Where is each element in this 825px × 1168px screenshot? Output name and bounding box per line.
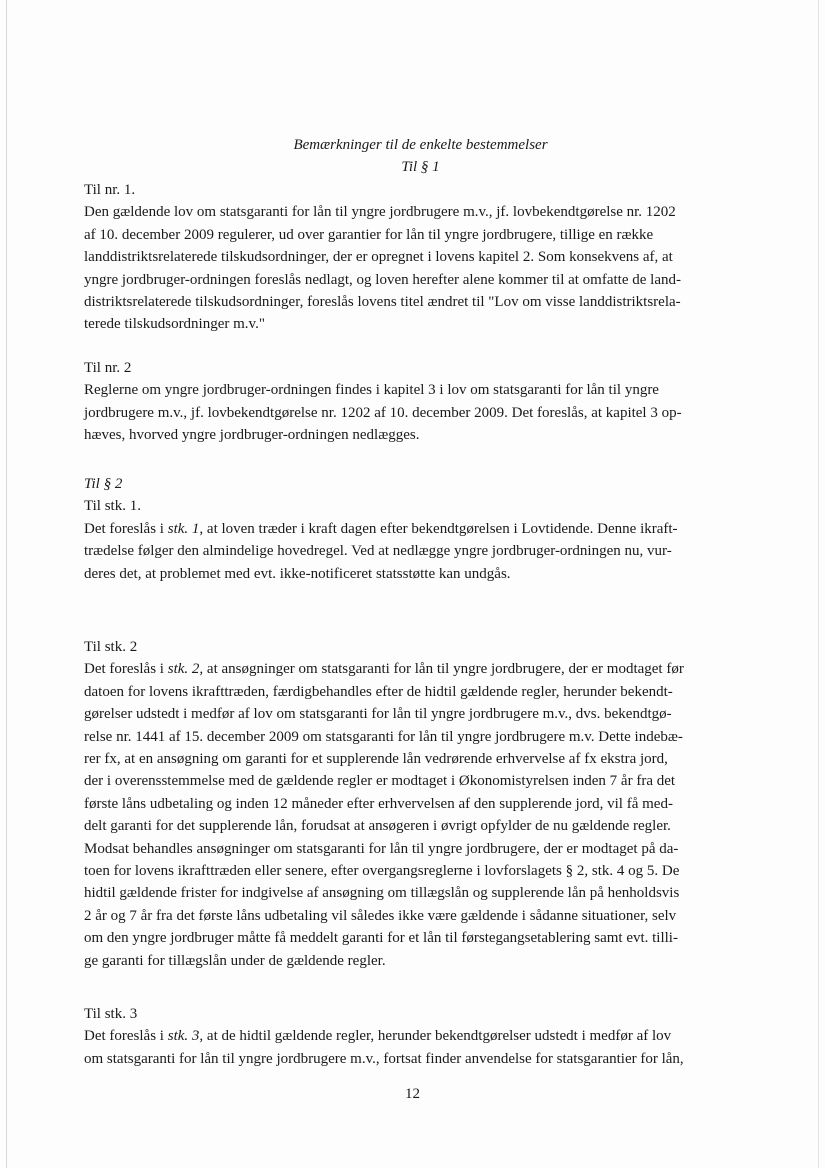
section-label: Til stk. 2 — [84, 639, 138, 655]
text-line: relse nr. 1441 af 15. december 2009 om statsgaranti for lån til yngre jordbrugere m.v. Dette indebæ- — [84, 728, 683, 745]
scan-edge-left — [6, 0, 7, 1168]
text-line: landdistriktsrelaterede tilskudsordninger, der er opregnet i lovens kapitel 2. Som konsekvens af, at — [84, 249, 673, 266]
text-line: datoen for lovens ikrafttræden, færdigbehandles efter de hidtil gældende regler, herunder bekendt- — [84, 683, 673, 700]
text-line: om statsgaranti for lån til yngre jordbrugere m.v., fortsat finder anvendelse for statsgarantier for lån, — [84, 1050, 684, 1067]
text-rest: , at loven træder i kraft dagen efter bekendtgørelsen i Lovtidende. Denne ikraft- — [199, 520, 678, 537]
stk-reference: stk. 3, — [167, 1028, 204, 1045]
text-line: Modsat behandles ansøgninger om statsgaranti for lån til yngre jordbrugere, der er modtaget på da- — [84, 840, 679, 857]
section-til-stk-1 — [84, 473, 748, 585]
text-intro: Det foreslås i — [84, 661, 168, 678]
section-til-stk-3 — [84, 1003, 748, 1070]
text-line: deres det, at problemet med evt. ikke-notificeret statsstøtte kan undgås. — [84, 565, 511, 582]
text-rest: at de hidtil gældende regler, herunder bekendtgørelser udstedt i medfør af lov — [203, 1028, 672, 1045]
page-number: 12 — [405, 1086, 420, 1102]
text-line: distriktsrelaterede tilskudsordninger, foreslås lovens titel ændret til "Lov om visse landdistriktsrela- — [84, 294, 681, 311]
text-line: toen for lovens ikrafttræden eller senere, efter overgangsreglerne i lovforslagets § 2, stk. 4 og 5. De — [84, 863, 680, 880]
text-line: rer fx, at en ansøgning om garanti for et supplerende lån vedrørende erhvervelse af fx ekstra jord, — [84, 751, 668, 768]
text-line: hæves, hvorved yngre jordbruger-ordningen nedlægges. — [84, 427, 420, 444]
text-line: hidtil gældende frister for indgivelse af ansøgning om tillægslån og supplerende lån på henholdsvis — [84, 885, 680, 902]
text-line: af 10. december 2009 regulerer, ud over garantier for lån til yngre jordbrugere, tillige en række — [84, 226, 654, 243]
text-intro: Det foreslås i — [84, 520, 168, 537]
text-line — [84, 518, 748, 540]
text-line: terede tilskudsordninger m.v." — [84, 316, 265, 333]
stk-reference: stk. 1 — [167, 520, 200, 537]
text-intro: Det foreslås i — [84, 1028, 168, 1045]
text-line: der i overensstemmelse med de gældende regler er modtaget i Økonomistyrelsen inden 7 år fra det — [84, 773, 676, 790]
section-til-nr-1 — [84, 179, 748, 336]
stk-reference: stk. 2, — [167, 661, 204, 678]
text-line: første låns udbetaling og inden 12 måneder efter erhvervelsen af den supplerende jord, vil få med- — [84, 795, 673, 812]
text-line: om den yngre jordbruger måtte få meddelt garanti for et lån til førstegangsetablering samt evt. tilli- — [84, 930, 678, 947]
section-label: Til stk. 1. — [84, 498, 141, 515]
body-paragraph — [84, 658, 748, 972]
section-til-nr-2 — [84, 357, 748, 447]
section-label: Til nr. 1. — [84, 182, 136, 198]
section-heading-para-1: Til § 1 — [401, 159, 440, 175]
text-line — [84, 658, 748, 680]
text-line: delt garanti for det supplerende lån, forudsat at ansøgeren i øvrigt opfylder de nu gældende regler. — [84, 818, 671, 835]
body-paragraph — [84, 1025, 748, 1070]
section-label: Til nr. 2 — [84, 360, 132, 376]
text-line: gørelser udstedt i medfør af lov om statsgaranti for lån til yngre jordbrugere m.v., dvs. bekendtgø- — [84, 706, 672, 723]
body-paragraph — [84, 201, 748, 335]
body-paragraph — [84, 379, 748, 446]
text-line: Den gældende lov om statsgaranti for lån til yngre jordbrugere m.v., jf. lovbekendtgørelse nr. 1202 — [84, 204, 676, 221]
text-line — [84, 1025, 748, 1047]
text-line: jordbrugere m.v., jf. lovbekendtgørelse nr. 1202 af 10. december 2009. Det foreslås, at kapitel 3 op- — [84, 404, 682, 421]
text-line: 2 år og 7 år fra det første låns udbetaling vil således ikke være gældende i sådanne situationer, selv — [84, 907, 677, 924]
section-til-stk-2 — [84, 636, 748, 972]
text-line: Reglerne om yngre jordbruger-ordningen findes i kapitel 3 i lov om statsgaranti for lån til yngre — [84, 382, 659, 399]
text-rest: at ansøgninger om statsgaranti for lån til yngre jordbrugere, der er modtaget før — [203, 661, 684, 678]
section-heading-para-2: Til § 2 — [84, 476, 123, 492]
text-line: trædelse følger den almindelige hovedregel. Ved at nedlægge yngre jordbruger-ordningen nu, vur- — [84, 543, 672, 560]
section-label: Til stk. 3 — [84, 1006, 138, 1022]
text-line: yngre jordbruger-ordningen foreslås nedlagt, og loven herefter alene kommer til at omfatte de land- — [84, 271, 681, 288]
body-paragraph — [84, 518, 748, 585]
text-line: ge garanti for tillægslån under de gældende regler. — [84, 952, 386, 969]
document-heading: Bemærkninger til de enkelte bestemmelser — [293, 137, 548, 153]
